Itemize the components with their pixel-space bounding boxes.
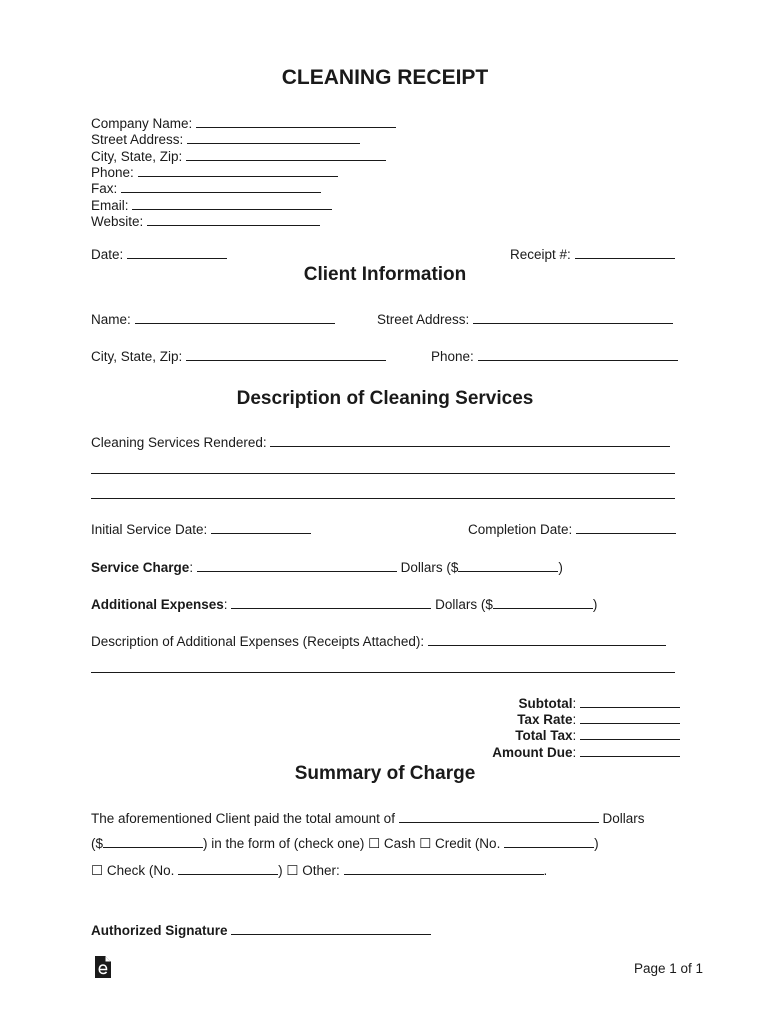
client-name-field[interactable]	[135, 312, 335, 324]
receipt-number-row	[510, 247, 675, 263]
subtotal-field[interactable]	[580, 696, 680, 708]
service-charge-close-paren: )	[558, 560, 563, 575]
company-email-field[interactable]	[132, 198, 332, 210]
client-name-label: Name:	[91, 312, 131, 327]
initial-service-date-row	[91, 522, 311, 538]
company-email-row	[91, 198, 332, 214]
additional-expenses-description-line-2[interactable]	[91, 672, 675, 673]
initial-service-date-label: Initial Service Date:	[91, 522, 208, 537]
total-tax-colon: :	[572, 728, 577, 743]
amount-due-colon: :	[572, 745, 577, 760]
company-phone-row	[91, 165, 338, 181]
company-phone-label: Phone:	[91, 165, 134, 180]
subtotal-colon: :	[572, 696, 577, 711]
date-row	[91, 247, 227, 263]
summary-line-2	[91, 836, 599, 852]
tax-rate-colon: :	[572, 712, 577, 727]
client-street-row	[377, 312, 673, 328]
services-rendered-line-2[interactable]	[91, 473, 675, 474]
service-charge-colon: :	[189, 560, 194, 575]
page-number: Page 1 of 1	[633, 961, 703, 976]
services-rendered-field[interactable]	[270, 435, 670, 447]
company-name-field[interactable]	[196, 116, 396, 128]
total-tax-field[interactable]	[580, 728, 680, 740]
initial-service-date-field[interactable]	[211, 522, 311, 534]
summary-heading: Summary of Charge	[294, 763, 476, 784]
client-city-label: City, State, Zip:	[91, 349, 183, 364]
amount-due-label: Amount Due	[492, 745, 573, 760]
client-city-field[interactable]	[186, 349, 386, 361]
total-tax-row	[380, 728, 680, 744]
services-rendered-row	[91, 435, 670, 451]
summary-dollars-text: Dollars	[602, 811, 645, 826]
receipt-number-field[interactable]	[575, 247, 675, 259]
check-option-text: ☐ Check (No.	[91, 863, 175, 878]
company-street-row	[91, 132, 360, 148]
tax-rate-label: Tax Rate	[517, 712, 573, 727]
company-website-row	[91, 214, 320, 230]
summary-total-amount-text: The aforementioned Client paid the total amount of	[91, 811, 395, 826]
completion-date-field[interactable]	[576, 522, 676, 534]
receipt-number-label: Receipt #:	[510, 247, 571, 262]
tax-rate-field[interactable]	[580, 712, 680, 724]
eforms-logo-icon	[93, 955, 113, 979]
company-street-label: Street Address:	[91, 132, 184, 147]
summary-line-3	[91, 863, 547, 879]
completion-date-label: Completion Date:	[468, 522, 573, 537]
additional-expenses-close-paren: )	[592, 597, 598, 612]
client-street-field[interactable]	[473, 312, 673, 324]
services-rendered-line-3[interactable]	[91, 498, 675, 499]
client-phone-label: Phone:	[431, 349, 474, 364]
date-field[interactable]	[127, 247, 227, 259]
additional-expenses-dollars-label: Dollars ($	[435, 597, 493, 612]
summary-amount-numeric-field[interactable]	[103, 836, 203, 848]
summary-amount-open: ($	[91, 836, 104, 851]
summary-total-amount-field[interactable]	[399, 811, 599, 823]
service-charge-row	[91, 560, 563, 576]
other-field[interactable]	[344, 863, 544, 875]
amount-due-row	[380, 745, 680, 761]
check-number-field[interactable]	[178, 863, 278, 875]
additional-expenses-description-field[interactable]	[428, 634, 666, 646]
service-charge-field[interactable]	[197, 560, 397, 572]
services-heading: Description of Cleaning Services	[236, 388, 534, 409]
summary-line-1	[91, 811, 645, 827]
additional-expenses-colon: :	[223, 597, 228, 612]
subtotal-label: Subtotal	[518, 696, 573, 711]
authorized-signature-label: Authorized Signature	[91, 923, 228, 938]
summary-line-3-period: .	[543, 863, 548, 878]
service-charge-label: Service Charge	[91, 560, 190, 575]
services-rendered-label: Cleaning Services Rendered:	[91, 435, 267, 450]
total-tax-label: Total Tax	[515, 728, 573, 743]
company-website-field[interactable]	[147, 214, 320, 226]
summary-credit-close: )	[594, 836, 599, 851]
authorized-signature-field[interactable]	[231, 923, 431, 935]
client-information-heading: Client Information	[303, 264, 467, 285]
client-phone-field[interactable]	[478, 349, 678, 361]
additional-expenses-description-row	[91, 634, 666, 650]
company-city-field[interactable]	[186, 149, 386, 161]
company-website-label: Website:	[91, 214, 144, 229]
date-label: Date:	[91, 247, 124, 262]
document-title: CLEANING RECEIPT	[281, 66, 489, 89]
additional-expenses-label: Additional Expenses	[91, 597, 224, 612]
company-name-label: Company Name:	[91, 116, 193, 131]
additional-expenses-row	[91, 597, 597, 613]
company-city-label: City, State, Zip:	[91, 149, 183, 164]
other-option-text: ) ☐ Other:	[278, 863, 340, 878]
service-charge-dollars-label: Dollars ($	[400, 560, 459, 575]
client-city-row	[91, 349, 386, 365]
company-fax-field[interactable]	[121, 181, 321, 193]
additional-expenses-field[interactable]	[231, 597, 431, 609]
completion-date-row	[468, 522, 676, 538]
client-street-label: Street Address:	[377, 312, 470, 327]
company-name-row	[91, 116, 396, 132]
company-fax-label: Fax:	[91, 181, 118, 196]
signature-row	[91, 923, 431, 939]
amount-due-field[interactable]	[580, 745, 680, 757]
additional-expenses-description-label: Description of Additional Expenses (Receipts Attached):	[91, 634, 425, 649]
company-phone-field[interactable]	[138, 165, 338, 177]
tax-rate-row	[380, 712, 680, 728]
summary-payment-form-text: ) in the form of (check one) ☐ Cash ☐ Credit (No.	[203, 836, 501, 851]
client-phone-row	[431, 349, 678, 365]
service-charge-dollars-field[interactable]	[458, 560, 558, 572]
subtotal-row	[380, 696, 680, 712]
credit-number-field[interactable]	[504, 836, 594, 848]
company-city-row	[91, 149, 386, 165]
additional-expenses-dollars-field[interactable]	[493, 597, 593, 609]
company-fax-row	[91, 181, 321, 197]
client-name-row	[91, 312, 335, 328]
company-street-field[interactable]	[187, 132, 360, 144]
company-email-label: Email:	[91, 198, 129, 213]
